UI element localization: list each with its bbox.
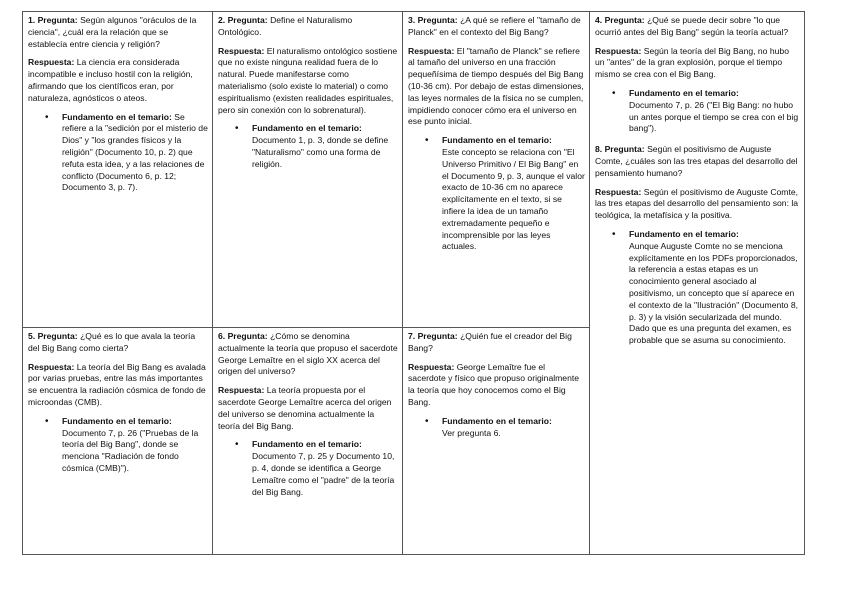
cell-q4-q8: [590, 12, 805, 555]
question-7: 7. Pregunta: ¿Quién fue el creador del Big Bang?: [408, 331, 572, 353]
question-4: 4. Pregunta: ¿Qué se puede decir sobre "lo que ocurrió antes del Big Bang" según la teoría actual?: [595, 15, 789, 37]
answer-7: Respuesta: George Lemaître fue el sacerdote y físico que propuso originalmente la teoría que hoy conocemos como el Big Bang.: [408, 361, 580, 407]
cell-q5: [23, 328, 213, 555]
question-2: 2. Pregunta: Define el Naturalismo Ontológico.: [218, 15, 353, 37]
basis-3: • Fundamento en el temario: Este concepto se relaciona con "El Universo Primitivo / El Big Bang" en el Documento 9, p. 3, aunque el valor exacto de 10-36 cm no aparece explícitamente en el texto, si se infiere la idea de un tamaño extremadamente pequeño e incomprensible por las leyes actuales.: [442, 135, 585, 253]
basis-7: • Fundamento en el temario: Ver pregunta 6.: [442, 416, 585, 440]
question-3: 3. Pregunta: ¿A qué se refiere el "tamaño de Planck" en el contexto del Big Bang?: [408, 15, 581, 37]
question-6: 6. Pregunta: ¿Cómo se denomina actualmente la teoría que propuso el sacerdote George Lemaître en el siglo XX acerca del origen del universo?: [218, 331, 398, 377]
answer-5: Respuesta: La teoría del Big Bang es avalada por varias pruebas, entre las más importantes se encuentra la radiación cósmica de fondo de microondas (CMB).: [28, 361, 206, 407]
basis-8: • Fundamento en el temario: Aunque Auguste Comte no se menciona explícitamente en los PDFs proporcionados, la referencia a estas etapas es un conocimiento general asociado al positivismo, un concepto que sí aparece en el contexto de la "Ilustración" (Documento 8, p. 3) y la visión secularizada del mundo. Dado que es una pregunta del examen, es probable que se asuma su conocimiento.: [629, 229, 800, 347]
basis-6: • Fundamento en el temario: Documento 7, p. 25 y Documento 10, p. 4, donde se identifica a George Lemaître como el "padre" de la teoría del Big Bang.: [252, 439, 398, 498]
cell-q6: [213, 328, 403, 555]
answer-1: Respuesta: La ciencia era considerada incompatible e incluso hostil con la religión, afirmando que los científicos eran, por naturaleza, agnósticos o ateos.: [28, 57, 193, 103]
answer-3: Respuesta: El "tamaño de Planck" se refiere al tamaño del universo en una fracción pequeñísima de tiempo después del Big Bang (10-36 cm). Por debajo de estas dimensiones, las leyes normales de la física no se cumplen, impidiendo conocer cómo era el universo en ese punto inicial.: [408, 45, 584, 127]
answer-4: Respuesta: Según la teoría del Big Bang, no hubo un "antes" de la gran explosión, porque el tiempo mismo se crea con el Big Bang.: [595, 45, 789, 80]
cell-q2: [213, 12, 403, 328]
question-8: 8. Pregunta: Según el positivismo de Auguste Comte, ¿cuáles son las tres etapas del desarrollo del pensamiento humano?: [595, 144, 798, 178]
answer-6: Respuesta: La teoría propuesta por el sacerdote George Lemaître acerca del origen del universo se denomina actualmente la teoría del Big Bang.: [218, 385, 392, 431]
answer-2: Respuesta: El naturalismo ontológico sostiene que no existe ninguna realidad fuera de lo natural. Puede manifestarse como materialismo (solo existe lo material) o como espiritualismo (existen realidades espirituales, pero sin conexión con lo sobrenatural).: [218, 45, 398, 115]
basis-4: • Fundamento en el temario: Documento 7, p. 26 ("El Big Bang: no hubo un antes porque el tiempo se crea con el big bang").: [629, 88, 800, 135]
basis-2: • Fundamento en el temario: Documento 1, p. 3, donde se define "Naturalismo" como una forma de religión.: [252, 123, 398, 170]
cell-q7: [403, 328, 590, 555]
answer-8: Respuesta: Según el positivismo de Auguste Comte, las tres etapas del desarrollo del pensamiento son: la teológica, la metafísica y la positiva.: [595, 186, 799, 221]
cell-q1: [23, 12, 213, 328]
basis-5: • Fundamento en el temario: Documento 7, p. 26 ("Pruebas de la teoría del Big Bang", donde se menciona "Radiación de fondo cósmica (CMB)").: [62, 416, 208, 475]
question-5: 5. Pregunta: ¿Qué es lo que avala la teoría del Big Bang como cierta?: [28, 331, 196, 353]
basis-1: • Fundamento en el temario: Se refiere a la "sedición por el misterio de Dios" y "los grandes físicos y la religión" (Documento 10, p. 2) que refuta esta idea, y a las relaciones de conflicto (Documento 6, p. 12; Documento 3, p. 7).: [62, 112, 208, 195]
question-1: 1. Pregunta: Según algunos "oráculos de la ciencia", ¿cuál era la relación que se establecía entre ciencia y religión?: [28, 15, 197, 49]
cell-q3: [403, 12, 590, 328]
qa-table: [22, 11, 805, 555]
